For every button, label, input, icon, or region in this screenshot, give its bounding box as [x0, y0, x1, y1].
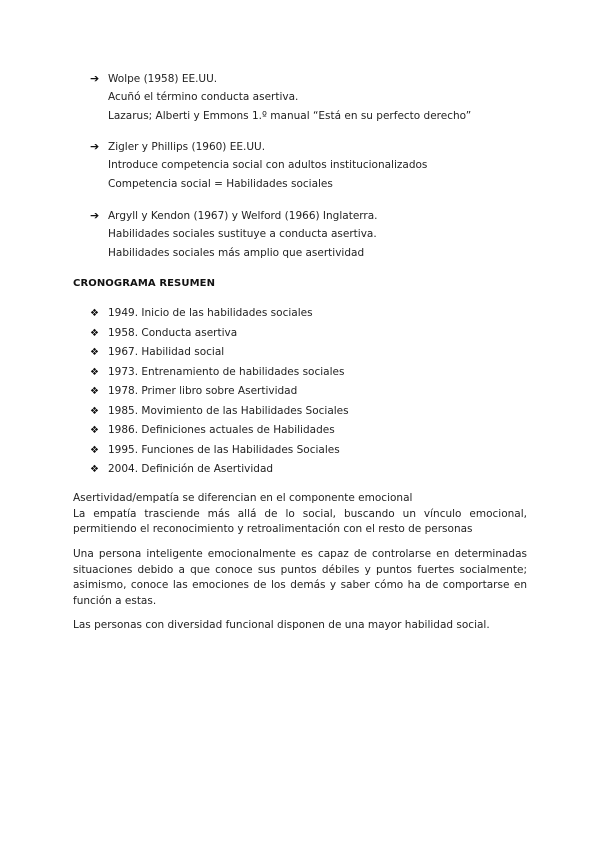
- list-item: ❖ 1986. Definiciones actuales de Habilidades: [90, 421, 510, 441]
- paragraph-line: Asertividad/empatía se diferencian en el componente emocional: [73, 492, 413, 504]
- history-line: Introduce competencia social con adultos institucionalizados: [108, 159, 428, 171]
- list-item: ❖ 1973. Entrenamiento de habilidades sociales: [90, 363, 510, 383]
- diamond-bullet-icon: ❖: [90, 347, 99, 358]
- diamond-bullet-icon: ❖: [90, 366, 99, 378]
- history-entry: [90, 206, 530, 263]
- list-item: ❖ 1949. Inicio de las habilidades sociales: [90, 304, 510, 324]
- list-item: ❖ 1967. Habilidad social: [90, 343, 510, 363]
- timeline-list: [90, 304, 510, 480]
- history-line: Habilidades sociales más amplio que asertividad: [108, 247, 365, 259]
- history-line: Habilidades sociales sustituye a conducta asertiva.: [108, 228, 377, 240]
- paragraph-empathy: [73, 491, 527, 538]
- diamond-bullet-icon: ❖: [90, 425, 99, 436]
- section-title: CRONOGRAMA RESUMEN: [73, 278, 216, 289]
- arrow-bullet-icon: ➔: [90, 72, 100, 85]
- paragraph-emotional-intelligence: Una persona inteligente emocionalmente es capaz de controlarse en determinadas situaciones debido a que conoce sus puntos débiles y puntos fuertes socialmente; asimismo, conoce las emociones de los demás y saber cómo ha de comportarse en función a estas.: [73, 548, 527, 607]
- list-item: ❖ 1958. Conducta asertiva: [90, 324, 510, 344]
- arrow-bullet-icon: ➔: [90, 140, 100, 153]
- history-line: Competencia social = Habilidades sociales: [108, 178, 333, 190]
- paragraph-text: La empatía trasciende más allá de lo social, buscando un vínculo emocional, permitiendo el reconocimiento y retroalimentación con el resto de personas: [73, 507, 527, 535]
- list-item: ❖ 2004. Definición de Asertividad: [90, 460, 510, 480]
- list-item: ❖ 1978. Primer libro sobre Asertividad: [90, 382, 510, 402]
- diamond-bullet-icon: ❖: [90, 405, 99, 417]
- history-line: Acuñó el término conducta asertiva.: [108, 91, 299, 103]
- history-line: Lazarus; Alberti y Emmons 1.º manual “Está en su perfecto derecho”: [108, 110, 472, 122]
- diamond-bullet-icon: ❖: [90, 386, 99, 397]
- history-entry: [90, 137, 530, 194]
- history-heading: Zigler y Phillips (1960) EE.UU.: [108, 141, 266, 153]
- list-item: ❖ 1995. Funciones de las Habilidades Sociales: [90, 441, 510, 461]
- paragraph-diversity: Las personas con diversidad funcional disponen de una mayor habilidad social.: [73, 619, 490, 631]
- history-entry: [90, 69, 530, 126]
- list-item: ❖ 1985. Movimiento de las Habilidades Sociales: [90, 402, 510, 422]
- diamond-bullet-icon: ❖: [90, 308, 99, 319]
- history-heading: Argyll y Kendon (1967) y Welford (1966) Inglaterra.: [108, 210, 378, 222]
- diamond-bullet-icon: ❖: [90, 464, 99, 475]
- diamond-bullet-icon: ❖: [90, 327, 99, 339]
- arrow-bullet-icon: ➔: [90, 209, 100, 222]
- history-heading: Wolpe (1958) EE.UU.: [108, 73, 218, 85]
- diamond-bullet-icon: ❖: [90, 444, 99, 456]
